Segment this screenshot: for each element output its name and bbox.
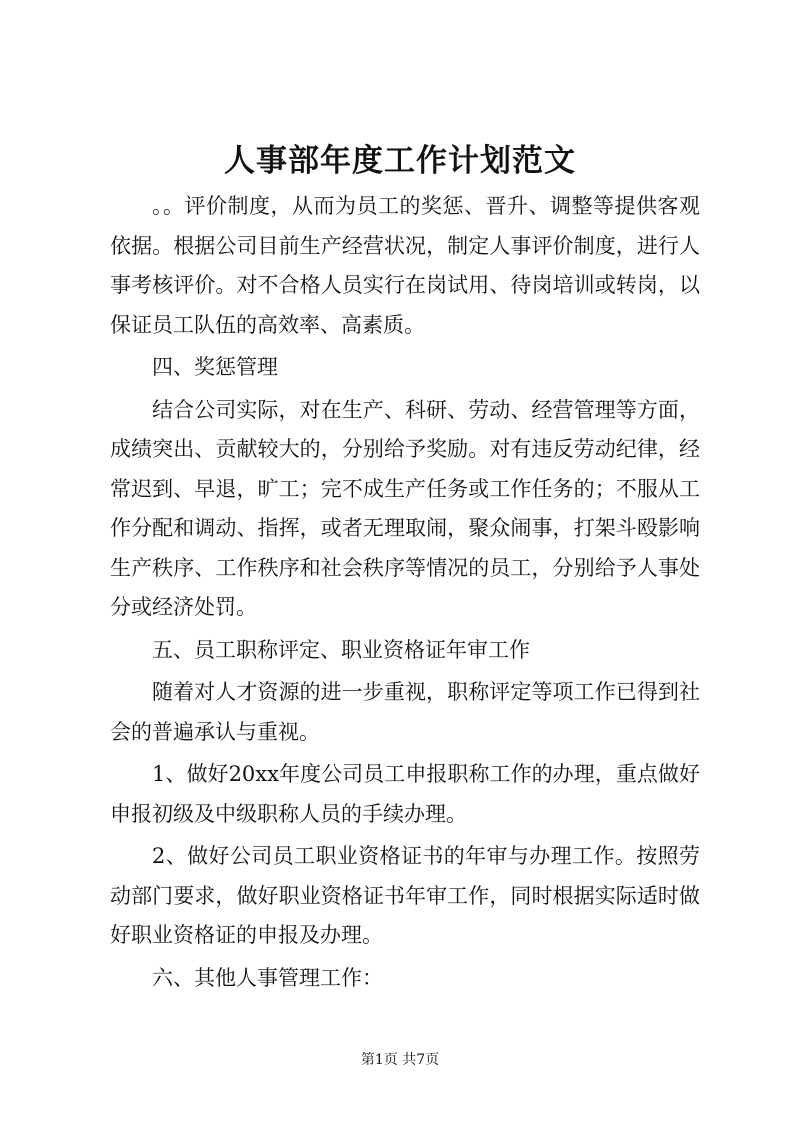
paragraph-titles: 随着对人才资源的进一步重视，职称评定等项工作已得到社会的普遍承认与重视。 [110,680,700,744]
page-title: 人事部年度工作计划范文 [224,143,576,179]
list-item-2: 2、做好公司员工职业资格证书的年审与办理工作。按照劳动部门要求，做好职业资格证书年审工作，同时根据实际适时做好职业资格证的申报及办理。 [110,844,700,947]
section-heading-titles: 五、员工职称评定、职业资格证年审工作 [152,637,530,662]
paragraph-evaluation: 。。评价制度，从而为员工的奖惩、晋升、调整等提供客观依据。根据公司目前生产经营状况，制定人事评价制度，进行人事考核评价。对不合格人员实行在岗试用、待岗培训或转岗，以保证员工队伍的高效率、高素质。 [110,194,700,337]
document-body [110,187,700,1001]
section-heading-rewards: 四、奖惩管理 [152,355,278,379]
section-heading-other: 六、其他人事管理工作： [152,965,383,990]
list-item-1: 1、做好20xx年度公司员工申报职称工作的办理，重点做好申报初级及中级职称人员的手续办理。 [110,762,700,826]
page-footer: 第1页 共7页 [360,1052,440,1068]
paragraph-rewards: 结合公司实际，对在生产、科研、劳动、经营管理等方面，成绩突出、贡献较大的，分别给予奖励。对有违反劳动纪律，经常迟到、早退，旷工；完不成生产任务或工作任务的；不服从工作分配和调动、指挥，或者无理取闹，聚众闹事，打架斗殴影响生产秩序、工作秩序和社会秩序等情况的员工，分别给予人事处分或经济处罚。 [110,397,700,619]
